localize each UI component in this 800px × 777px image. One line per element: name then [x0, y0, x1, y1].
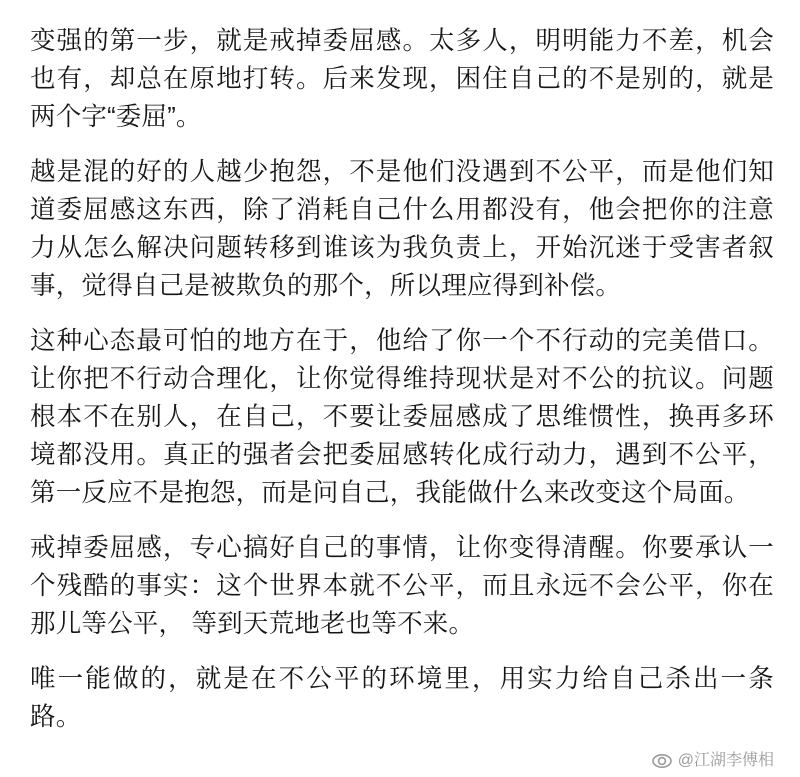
watermark: [652, 753, 774, 769]
watermark-text: @江湖李傅相: [677, 752, 774, 769]
paragraph-2: 越是混的好的人越少抱怨，不是他们没遇到不公平，而是他们知道委屈感这东西，除了消耗自己什么用都没有，他会把你的注意力从怎么解决问题转移到谁该为我负责上，开始沉迷于受害者叙事，觉得自己是被欺负的那个，所以理应得到补偿。: [30, 158, 774, 300]
weibo-eye-icon: [652, 753, 672, 769]
paragraph-5: 唯一能做的，就是在不公平的环境里，用实力给自己杀出一条路。: [30, 665, 774, 731]
paragraph-1: 变强的第一步，就是戒掉委屈感。太多人，明明能力不差，机会也有，却总在原地打转。后来发现，困住自己的不是别的，就是两个字“委屈”。: [30, 27, 774, 131]
paragraph-4: 戒掉委屈感，专心搞好自己的事情，让你变得清醒。你要承认一个残酷的事实：这个世界本就不公平，而且永远不会公平，你在那儿等公平， 等到天荒地老也等不来。: [30, 534, 774, 638]
paragraph-3: 这种心态最可怕的地方在于，他给了你一个不行动的完美借口。让你把不行动合理化，让你觉得维持现状是对不公的抗议。问题根本不在别人，在自己，不要让委屈感成了思维惯性，换再多环境都没用。真正的强者会把委屈感转化成行动力，遇到不公平，第一反应不是抱怨，而是问自己，我能做什么来改变这个局面。: [30, 327, 774, 507]
